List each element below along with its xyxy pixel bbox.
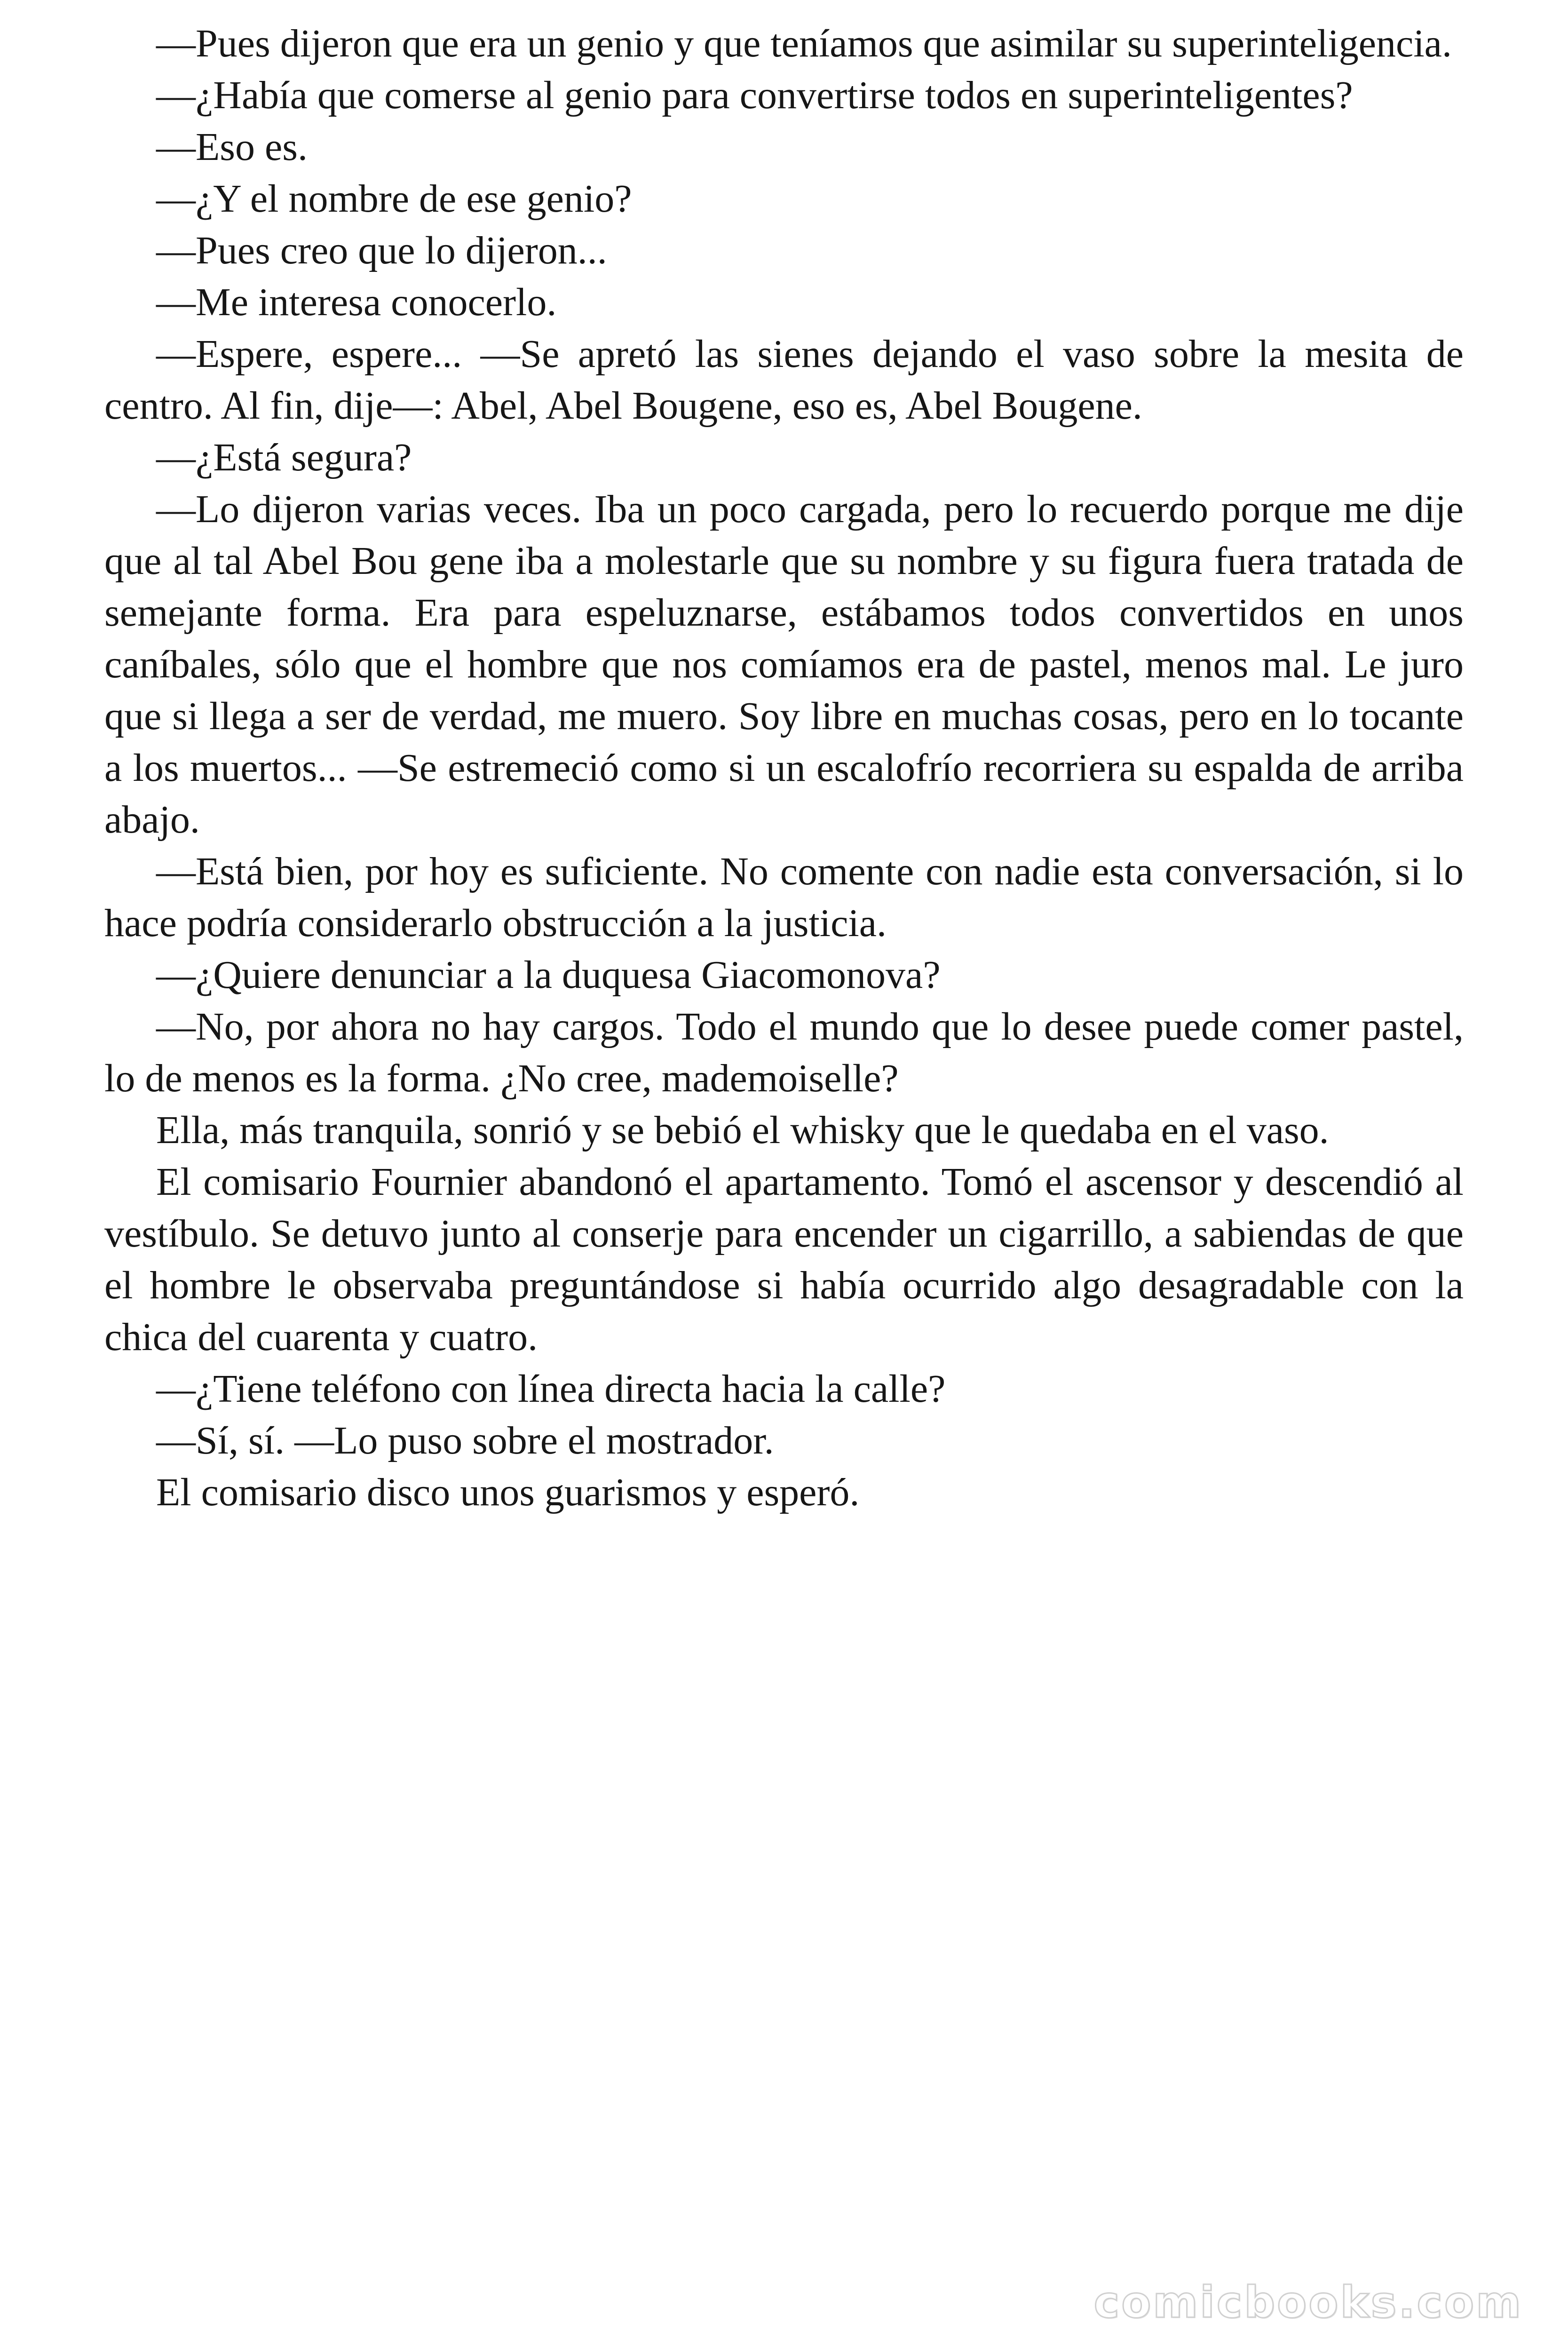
watermark: comicbooks.com	[1093, 2277, 1523, 2328]
paragraph: Ella, más tranquila, sonrió y se bebió el whisky que le quedaba en el vaso.	[156, 1108, 1329, 1152]
paragraph: —Pues creo que lo dijeron...	[156, 229, 607, 272]
paragraph: —Sí, sí. —Lo puso sobre el mostrador.	[156, 1419, 774, 1462]
paragraph: —¿Está segura?	[156, 436, 412, 479]
paragraph: —Me interesa conocerlo.	[156, 280, 557, 324]
paragraph: —¿Y el nombre de ese genio?	[156, 177, 632, 221]
paragraph: —Pues dijeron que era un genio y que teníamos que asimilar su superinteligencia.	[156, 22, 1452, 65]
paragraph: —Eso es.	[156, 125, 308, 169]
paragraph: —Lo dijeron varias veces. Iba un poco cargada, pero lo recuerdo porque me dije que al tal Abel Bou gene iba a molestarle que su nombre y su figura fuera tratada de semejante forma. Era para espeluznarse, estábamos todos convertidos en unos caníbales, sólo que el hombre que nos comíamos era de pastel, menos mal. Le juro que si llega a ser de verdad, me muero. Soy libre en muchas cosas, pero en lo tocante a los muertos... —Se estremeció como si un escalofrío recorriera su espalda de arriba abajo.	[104, 487, 1464, 842]
paragraph: —¿Tiene teléfono con línea directa hacia la calle?	[156, 1367, 946, 1411]
paragraph: El comisario disco unos guarismos y esperó.	[156, 1470, 860, 1514]
paragraph: —Espere, espere... —Se apretó las sienes dejando el vaso sobre la mesita de centro. Al fin, dije—: Abel, Abel Bougene, eso es, Abel Bougene.	[104, 332, 1464, 428]
paragraph: —¿Había que comerse al genio para convertirse todos en superinteligentes?	[156, 73, 1353, 117]
paragraph: El comisario Fournier abandonó el apartamento. Tomó el ascensor y descendió al vestíbulo. Se detuvo junto al conserje para encender un cigarrillo, a sabiendas de que el hombre le observaba preguntándose si había ocurrido algo desagradable con la chica del cuarenta y cuatro.	[104, 1160, 1464, 1359]
page-text	[104, 18, 1464, 1518]
paragraph: —Está bien, por hoy es suficiente. No comente con nadie esta conversación, si lo hace podría considerarlo obstrucción a la justicia.	[104, 850, 1464, 945]
paragraph: —No, por ahora no hay cargos. Todo el mundo que lo desee puede comer pastel, lo de menos es la forma. ¿No cree, mademoiselle?	[104, 1005, 1464, 1100]
paragraph: —¿Quiere denunciar a la duquesa Giacomonova?	[156, 953, 941, 997]
